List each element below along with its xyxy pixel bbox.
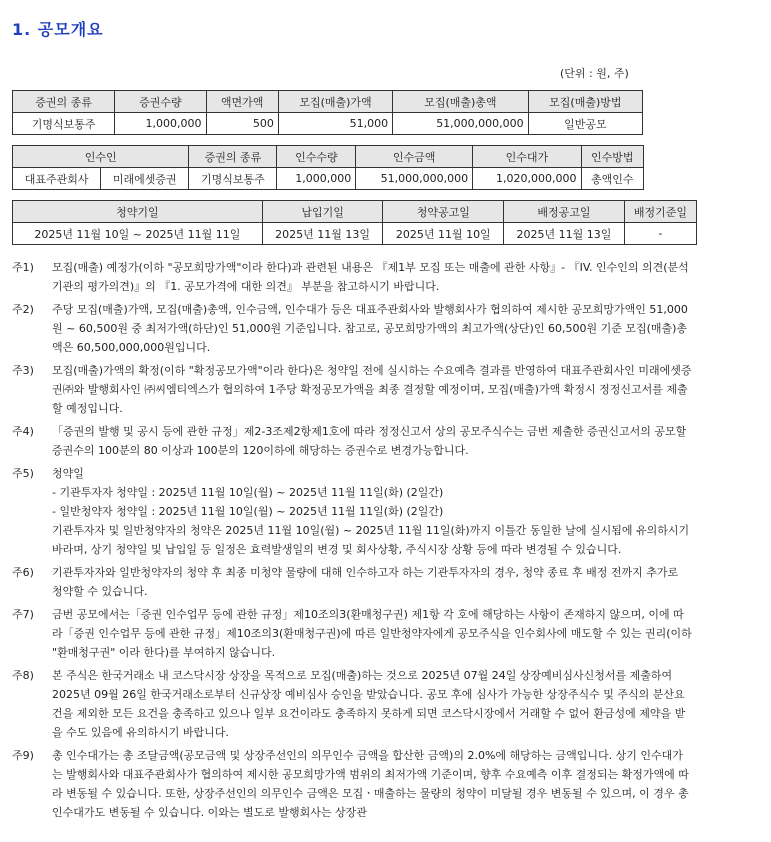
footnote: [12, 258, 692, 296]
footnote-label: 주5): [12, 467, 34, 480]
footnote-label: 주8): [12, 669, 34, 682]
table-header-cell: 모집(매출)가액: [278, 91, 392, 113]
footnote-label: 주6): [12, 566, 34, 579]
table-cell: 51,000,000,000: [356, 168, 473, 190]
offering-summary-table: [12, 90, 643, 135]
table-cell: 51,000: [278, 113, 392, 135]
table-row: [13, 168, 644, 190]
table-header-row: [13, 146, 644, 168]
table-header-cell: 인수인: [13, 146, 189, 168]
table-cell: 대표주관회사: [13, 168, 101, 190]
table-header-cell: 인수수량: [277, 146, 356, 168]
table-header-cell: 청약공고일: [383, 201, 504, 223]
footnote: [12, 605, 692, 662]
footnote-text: 총 인수대가는 총 조달금액(공모금액 및 상장주선인의 의무인수 금액을 합산한 금액)의 2.0%에 해당하는 금액입니다. 상기 인수대가는 발행회사와 대표주관회사가 협의하여 제시한 공모희망가액 범위의 최저가액 기준이며, 향후 수요예측 이후 결정되는 확정가액에 따라 변동될 수 있습니다. 또한, 상장주선인의 의무인수 금액은 모집ㆍ매출하는 물량의 청약이 미달될 경우 변동될 수 있으며, 이 경우 총 인수대가도 변동될 수 있습니다. 이와는 별도로 발행회사는 상장관: [52, 749, 689, 819]
table-cell: 기명식보통주: [13, 113, 115, 135]
footnote: [12, 563, 692, 601]
table-header-cell: 납입기일: [262, 201, 383, 223]
footnote-label: 주4): [12, 425, 34, 438]
table-header-row: [13, 201, 697, 223]
table-header-cell: 청약기일: [13, 201, 263, 223]
table-header-cell: 모집(매출)방법: [528, 91, 642, 113]
table-header-cell: 증권의 종류: [13, 91, 115, 113]
footnote: [12, 422, 692, 460]
table-cell: 1,000,000: [277, 168, 356, 190]
underwriter-table: [12, 145, 644, 190]
footnote-line: 기관투자자 및 일반청약자의 청약은 2025년 11월 10일(월) ~ 2025년 11월 11일(화)까지 이틀간 동일한 날에 실시됨에 유의하시기 바라며, 상기 청약일 및 납입일 등 일정은 효력발생일의 변경 및 회사상황, 주식시장 상황 등에 따라 변경될 수 있습니다.: [52, 524, 690, 556]
table-cell: 51,000,000,000: [393, 113, 529, 135]
footnote-label: 주2): [12, 303, 34, 316]
schedule-table: [12, 200, 697, 245]
footnote: [12, 361, 692, 418]
table-cell: 미래에셋증권: [101, 168, 189, 190]
unit-label: (단위 : 원, 주): [560, 67, 629, 80]
table-row: [13, 113, 643, 135]
footnote-text: 본 주식은 한국거래소 내 코스닥시장 상장을 목적으로 모집(매출)하는 것으로 2025년 07월 24일 상장예비심사신청서를 제출하여 2025년 09월 26일 한국거래소로부터 신규상장 예비심사 승인을 받았습니다. 공모 후에 심사가 가능한 상장주식수 및 주식의 분산요건을 제외한 모든 요건을 충족하고 있으나 일부 요건이라도 충족하지 못하게 되면 코스닥시장에서 거래할 수 없어 환금성에 제약을 받을 수도 있음에 유의하시기 바랍니다.: [52, 669, 686, 739]
table-cell: 2025년 11월 13일: [262, 223, 383, 245]
footnote: [12, 666, 692, 742]
table-header-row: [13, 91, 643, 113]
table-cell: 기명식보통주: [189, 168, 277, 190]
table-cell: 1,000,000: [115, 113, 206, 135]
table-header-cell: 액면가액: [206, 91, 278, 113]
footnote-label: 주7): [12, 608, 34, 621]
table-cell: 2025년 11월 13일: [504, 223, 625, 245]
footnote-text: 주당 모집(매출)가액, 모집(매출)총액, 인수금액, 인수대가 등은 대표주관회사와 발행회사가 협의하여 제시한 공모희망가액인 51,000원 ~ 60,500원 중 최저가액(하단)인 51,000원 기준입니다. 참고로, 공모희망가액의 최고가액(상단)인 60,500원 기준 모집(매출)총액은 60,500,000,000원입니다.: [52, 303, 688, 354]
footnote-text: 모집(매출) 예정가(이하 "공모희망가액"이라 한다)과 관련된 내용은 『제1부 모집 또는 매출에 관한 사항』- 『IV. 인수인의 의견(분석기관의 평가의견)』의 『1. 공모가격에 대한 의견』 부분을 참고하시기 바랍니다.: [52, 261, 689, 293]
table-header-cell: 인수금액: [356, 146, 473, 168]
table-cell: 2025년 11월 10일 ~ 2025년 11월 11일: [13, 223, 263, 245]
footnote-text: [52, 464, 692, 559]
table-cell: 2025년 11월 10일: [383, 223, 504, 245]
table-row: [13, 223, 697, 245]
footnote-label: 주1): [12, 261, 34, 274]
footnote-line: - 기관투자자 청약일 : 2025년 11월 10일(월) ~ 2025년 11월 11일(화) (2일간): [52, 486, 444, 499]
page-title: 1. 공모개요: [12, 20, 104, 39]
table-header-cell: 배정기준일: [624, 201, 696, 223]
footnote-text: 기관투자자와 일반청약자의 청약 후 최종 미청약 물량에 대해 인수하고자 하는 기관투자자의 경우, 청약 종료 후 배정 전까지 추가로 청약할 수 있습니다.: [52, 566, 679, 598]
table-header-cell: 증권의 종류: [189, 146, 277, 168]
footnote: [12, 464, 692, 559]
footnote-text: 모집(매출)가액의 확정(이하 "확정공모가액"이라 한다)은 청약일 전에 실시하는 수요예측 결과를 반영하여 대표주관회사인 미래에셋증권㈜와 발행회사인 ㈜씨엠티엑스가 협의하여 1주당 확정공모가액을 최종 결정할 예정이며, 모집(매출)가액 확정시 정정신고서를 제출할 예정입니다.: [52, 364, 692, 415]
table-cell: 1,020,000,000: [473, 168, 581, 190]
footnote-label: 주3): [12, 364, 34, 377]
footnotes: [12, 258, 692, 826]
table-header-cell: 증권수량: [115, 91, 206, 113]
table-cell: 총액인수: [581, 168, 643, 190]
table-header-cell: 모집(매출)총액: [393, 91, 529, 113]
table-header-cell: 인수방법: [581, 146, 643, 168]
table-header-cell: 인수대가: [473, 146, 581, 168]
footnote: [12, 746, 692, 822]
footnote-line: - 일반청약자 청약일 : 2025년 11월 10일(월) ~ 2025년 11월 11일(화) (2일간): [52, 505, 444, 518]
footnote-label: 주9): [12, 749, 34, 762]
footnote-text: 「증권의 발행 및 공시 등에 관한 규정」제2-3조제2항제1호에 따라 정정신고서 상의 공모주식수는 금번 제출한 증권신고서의 공모할 증권수의 100분의 80 이상과 100분의 120이하에 해당하는 증권수로 변경가능합니다.: [52, 425, 687, 457]
table-cell: 500: [206, 113, 278, 135]
table-cell: -: [624, 223, 696, 245]
footnote-text: 금번 공모에서는「증권 인수업무 등에 관한 규정」제10조의3(환매청구권) 제1항 각 호에 해당하는 사항이 존재하지 않으며, 이에 따라「증권 인수업무 등에 관한 규정」제10조의3(환매청구권)에 따른 일반청약자에게 공모주식을 인수회사에 매도할 수 있는 권리(이하 "환매청구권" 이라 한다)를 부여하지 않습니다.: [52, 608, 692, 659]
table-header-cell: 배정공고일: [504, 201, 625, 223]
footnote-line: 청약일: [52, 467, 84, 480]
table-cell: 일반공모: [528, 113, 642, 135]
footnote: [12, 300, 692, 357]
